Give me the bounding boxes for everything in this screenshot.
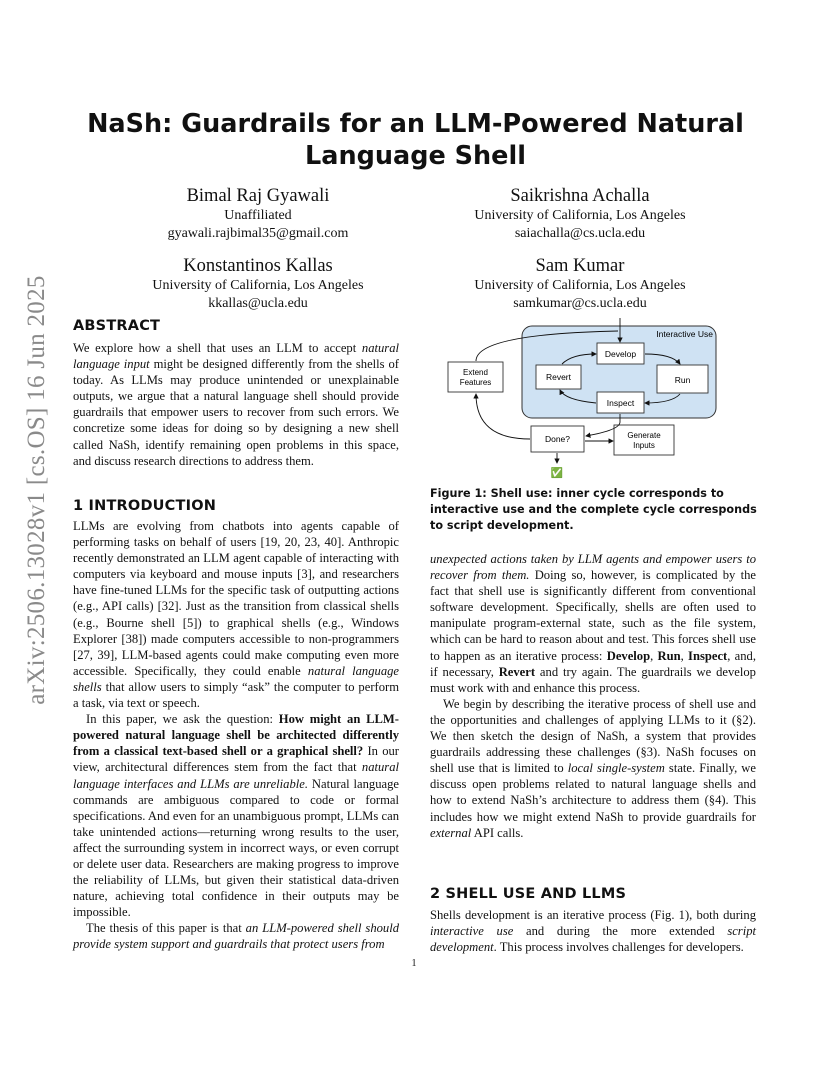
author-block: Saikrishna Achalla University of California, Los Angeles saiachalla@cs.ucla.edu (474, 186, 686, 241)
extend-features-node (448, 362, 503, 392)
extend-label: Extend (463, 368, 488, 377)
generate-label: Generate (627, 431, 661, 440)
done-label: Done? (544, 434, 571, 444)
author-block: Sam Kumar University of California, Los Angeles samkumar@cs.ucla.edu (474, 256, 686, 311)
abstract-heading: ABSTRACT (73, 318, 161, 334)
right-column-text: unexpected actions taken by LLM agents and empower users to recover from them. Doing so, however, is complicated by the fact that shell use is significantly different from conventional software development. Specifically, shells are often used to manipulate program-external state, such as the file system, which can be hard to reason about and test. This forces shell use to happen as an iterative process: Develop, Run, Inspect, and, if necessary, Revert and try again. The guardrails we develop must work with and enhance this process. We begin by describing the iterative process of shell use and the opportunities and challenges of applying LLMs to it (§2). We then sketch the design of NaSh, a system that provides guardrails addressing these challenges (§3). NaSh focuses on shell use that is limited to local single-system state. Finally, we discuss open problems related to natural language shells and how to extend NaSh’s architecture to address them (§4). This includes how we might extend NaSh to provide guardrails for external API calls. (430, 552, 756, 840)
introduction-heading: 1 INTRODUCTION (73, 498, 217, 514)
section2-heading: 2 SHELL USE AND LLMS (430, 886, 627, 902)
interactive-use-label: Interactive Use (656, 329, 713, 339)
figure-caption: Figure 1: Shell use: inner cycle corresponds to interactive use and the complete cycle corresponds to script development. (430, 487, 757, 532)
author-block: Bimal Raj Gyawali Unaffiliated gyawali.rajbimal35@gmail.com (167, 186, 349, 241)
author-block: Konstantinos Kallas University of California, Los Angeles kkallas@ucla.edu (152, 256, 364, 311)
paper-title: NaSh: Guardrails for an LLM-Powered Natural Language Shell (87, 109, 744, 171)
page-number: 1 (411, 958, 417, 969)
introduction-text: LLMs are evolving from chatbots into agents capable of performing tasks on behalf of users [19, 20, 23, 40]. Anthropic recently demonstrated an LLM agent capable of interacting with computers via keyboard and mouse inputs [3], and researchers have fine-tuned LLMs for the specific task of outputting actions (e.g., API calls) [32]. Just as the transition from classical shells (e.g., Bourne shell [5]) to graphical shells (e.g., Windows Explorer [38]) made computers accessible to non-programmers [27, 39], LLM-based agents could make computing even more accessible. Specifically, they could enable natural language shells that allow users to simply “ask” the computer to perform a task, via text or speech. In this paper, we ask the question: How might an LLM-powered natural language shell be architected differently from a classical text-based shell or a graphical shell? In our view, architectural differences stem from the fact that natural language interfaces and LLMs are unreliable. Natural language commands are ambiguous compared to code or formal specifications. And even for an unambiguous prompt, LLMs can take unintended actions—returning wrong results to the user, affect the surrounding system in incorrect ways, or even corrupt or delete user data. Researchers are making progress to improve the reliability of LLMs, but given their statistical data-driven nature, achieving total confidence in their outputs may be impossible. The thesis of this paper is that an LLM-powered shell should provide system support and guardrails that protect users from (73, 519, 400, 952)
section2-text: Shells development is an iterative process (Fig. 1), both during interactive use and during the more extended script development. This process involves challenges for developers. (430, 908, 756, 955)
run-label: Run (674, 375, 691, 385)
shell-use-diagram (440, 318, 770, 480)
generate-inputs-node (614, 425, 674, 455)
revert-label: Revert (545, 372, 572, 382)
arxiv-identifier: arXiv:2506.13028v1 [cs.OS] 16 Jun 2025 (23, 275, 50, 705)
abstract-text: We explore how a shell that uses an LLM to accept natural language input might be designed differently from the shells of today. As LLMs may produce unintended or unexplainable outputs, we argue that a natural language shell should provide guardrails that empower users to recover from such errors. We concretize some ideas for doing so by designing a new shell called NaSh, identify remaining open problems in this space, and discuss research directions to address them. (73, 341, 399, 468)
develop-label: Develop (604, 349, 637, 359)
done-check-icon: ✅ (550, 468, 564, 479)
features-label: Features (459, 378, 492, 387)
inspect-label: Inspect (606, 398, 635, 408)
inputs-label: Inputs (633, 441, 655, 450)
